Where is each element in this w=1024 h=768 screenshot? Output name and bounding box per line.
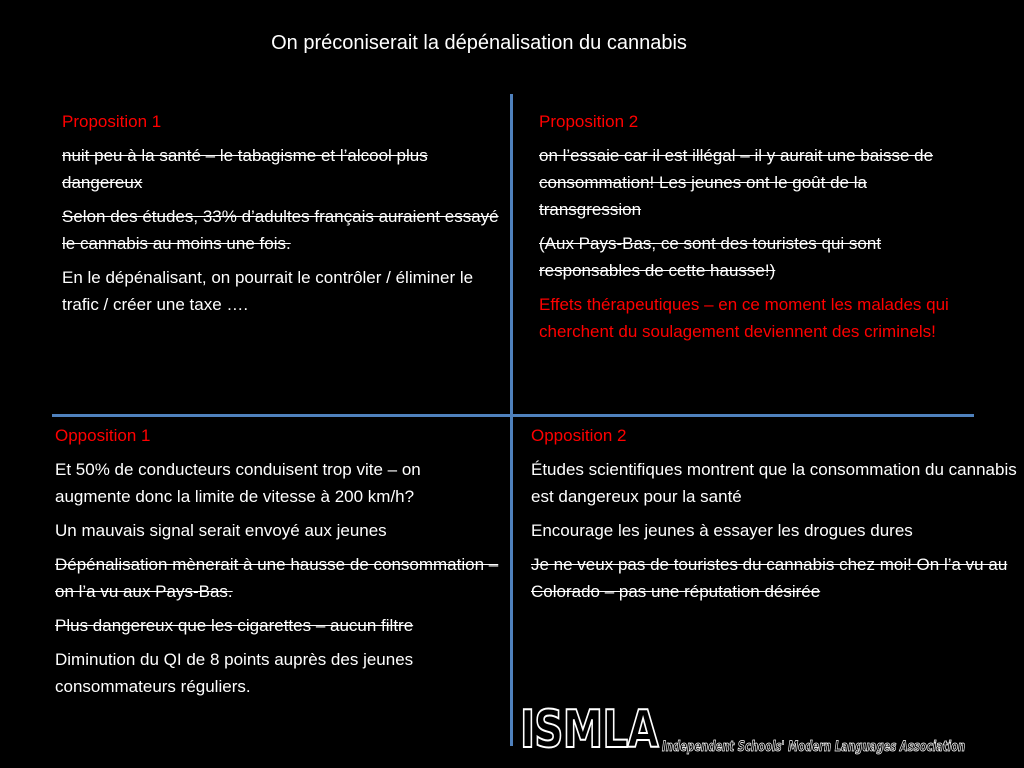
quadrant-item: Encourage les jeunes à essayer les drogues dures bbox=[531, 521, 913, 540]
quadrant-item: Diminution du QI de 8 points auprès des jeunes consommateurs réguliers. bbox=[55, 650, 414, 696]
quadrant-heading: Opposition 1 bbox=[55, 426, 151, 445]
quadrant-item: Études scientifiques montrent que la consommation du cannabis est dangereux pour la santé bbox=[531, 460, 1017, 506]
quadrant-item: Et 50% de conducteurs conduisent trop vite – on augmente donc la limite de vitesse à 200 km/h? bbox=[55, 460, 421, 506]
quadrant-heading: Proposition 1 bbox=[62, 112, 162, 131]
slide-title: On préconiserait la dépénalisation du cannabis bbox=[271, 32, 687, 54]
quadrant-item: Dépénalisation mènerait à une hausse de consommation – on l’a vu aux Pays-Bas. bbox=[55, 555, 499, 601]
logo-acronym: ISMLA bbox=[520, 700, 659, 760]
quadrant-items bbox=[62, 142, 502, 318]
quadrant-item: Plus dangereux que les cigarettes – aucun filtre bbox=[55, 616, 414, 635]
quadrant-item: Selon des études, 33% d’adultes français auraient essayé le cannabis au moins une fois. bbox=[62, 207, 499, 253]
quadrant-heading: Opposition 2 bbox=[531, 426, 627, 445]
quadrant-item: Un mauvais signal serait envoyé aux jeunes bbox=[55, 521, 387, 540]
horizontal-divider bbox=[52, 414, 974, 417]
quadrant-item: Effets thérapeutiques – en ce moment les malades qui cherchent du soulagement deviennent des criminels! bbox=[539, 295, 949, 341]
quadrant-items bbox=[531, 456, 1019, 605]
vertical-divider bbox=[510, 94, 513, 746]
quadrant-items bbox=[55, 456, 500, 700]
quadrant-item: nuit peu à la santé – le tabagisme et l’alcool plus dangereux bbox=[62, 146, 428, 192]
quadrant-opposition-1 bbox=[55, 422, 500, 707]
quadrant-items bbox=[539, 142, 959, 345]
quadrant-item: (Aux Pays-Bas, ce sont des touristes qui sont responsables de cette hausse!) bbox=[539, 234, 882, 280]
quadrant-item: En le dépénalisant, on pourrait le contrôler / éliminer le trafic / créer une taxe …. bbox=[62, 268, 474, 314]
quadrant-proposition-1 bbox=[62, 108, 502, 325]
ismla-logo bbox=[520, 700, 990, 760]
logo-full-name: Independent Schools' Modern Languages Association bbox=[662, 739, 966, 755]
quadrant-proposition-2 bbox=[539, 108, 959, 352]
quadrant-heading: Proposition 2 bbox=[539, 112, 639, 131]
quadrant-opposition-2 bbox=[531, 422, 1019, 612]
quadrant-item: on l’essaie car il est illégal – il y aurait une baisse de consommation! Les jeunes ont le goût de la transgression bbox=[539, 146, 934, 219]
quadrant-item: Je ne veux pas de touristes du cannabis chez moi! On l’a vu au Colorado – pas une réputation désirée bbox=[531, 555, 1008, 601]
